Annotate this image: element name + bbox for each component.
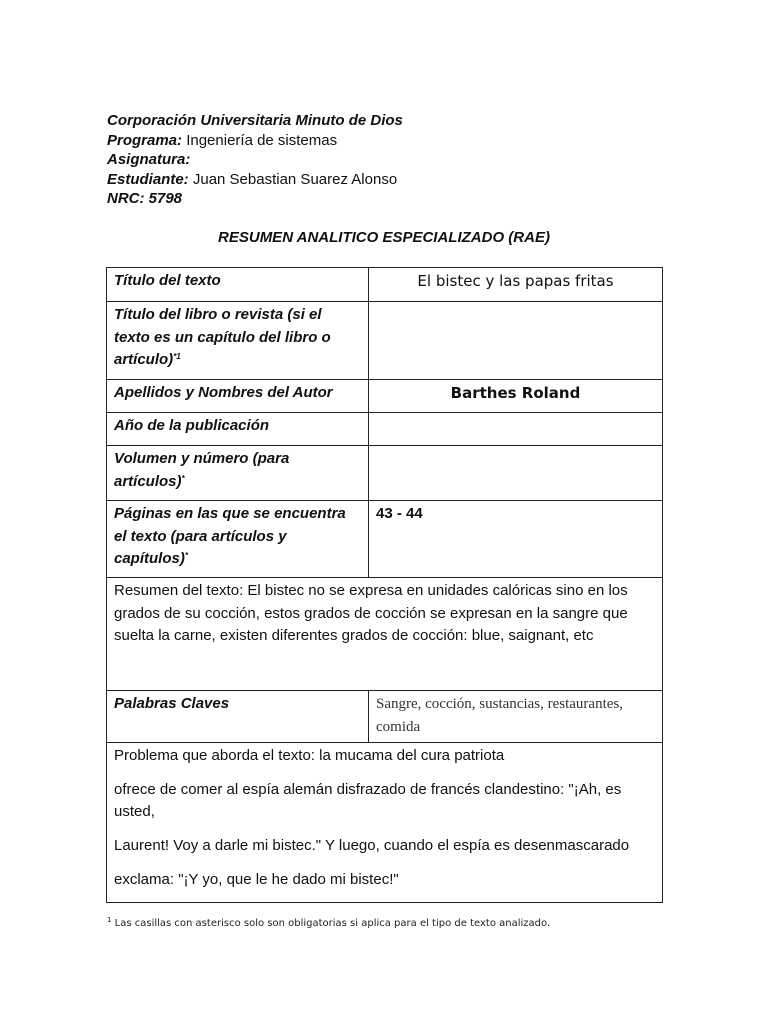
table-row: [107, 578, 663, 691]
table-row: [107, 501, 663, 578]
document-title: RESUMEN ANALITICO ESPECIALIZADO (RAE): [218, 229, 550, 246]
keywords-value: Sangre, cocción, sustancias, restaurantes, comida: [369, 691, 663, 743]
table-row: [107, 268, 663, 302]
summary-value: El bistec no se expresa en unidades calóricas sino en los grados de su cocción, estos grados de cocción se expresan en la sangre que suelta la carne, existen diferentes grados de cocción: blue, saignant, etc: [114, 582, 628, 644]
volume-mark: *: [181, 473, 185, 483]
pages-label-cell: [107, 501, 369, 578]
student-value: Juan Sebastian Suarez Alonso: [188, 170, 398, 188]
table-row: [107, 446, 663, 501]
text-title-value: El bistec y las papas fritas: [369, 268, 663, 302]
book-title-value: [369, 302, 663, 380]
table-row: [107, 743, 663, 903]
footnote-number: 1: [107, 916, 112, 924]
text-title-label: Título del texto: [107, 268, 369, 302]
subject-line: [107, 150, 403, 170]
problem-label: Problema que aborda el texto:: [114, 747, 315, 764]
book-title-mark: *1: [173, 352, 181, 361]
document-header: [107, 111, 403, 209]
footnote-text: Las casillas con asterisco solo son obligatorias si aplica para el tipo de texto analizado.: [111, 918, 551, 929]
year-value: [369, 413, 663, 446]
author-value: Barthes Roland: [369, 380, 663, 413]
pages-label: Páginas en las que se encuentra el texto (para artículos y capítulos): [114, 505, 346, 567]
problem-text-2: ofrece de comer al espía alemán disfrazado de francés clandestino: "¡Ah, es usted,: [114, 781, 622, 820]
problem-paragraph: [114, 745, 655, 767]
table-row: [107, 380, 663, 413]
program-line: [107, 131, 403, 151]
book-title-label: Título del libro o revista (si el texto es un capítulo del libro o artículo): [114, 306, 331, 368]
problem-cell: [107, 743, 663, 903]
institution-name: Corporación Universitaria Minuto de Dios: [107, 112, 403, 129]
volume-label-cell: [107, 446, 369, 501]
problem-text-1: la mucama del cura patriota: [314, 747, 505, 764]
program-value: Ingeniería de sistemas: [182, 131, 338, 149]
book-title-label-cell: [107, 302, 369, 380]
footnote: [107, 916, 550, 929]
year-label: Año de la publicación: [107, 413, 369, 446]
pages-mark: *: [184, 551, 188, 560]
problem-text-4: exclama: "¡Y yo, que le he dado mi bistec!": [114, 871, 399, 888]
nrc-line: NRC: 5798: [107, 190, 183, 207]
table-row: [107, 413, 663, 446]
table-row: [107, 302, 663, 380]
rae-table: [106, 267, 663, 903]
pages-value: 43 - 44: [369, 501, 663, 578]
program-label: Programa:: [107, 131, 183, 149]
summary-label: Resumen del texto:: [114, 582, 244, 599]
volume-label: Volumen y número (para artículos): [114, 450, 290, 490]
student-label: Estudiante:: [107, 170, 189, 188]
volume-value: [369, 446, 663, 501]
author-label: Apellidos y Nombres del Autor: [107, 380, 369, 413]
table-row: [107, 691, 663, 743]
problem-text-3: Laurent! Voy a darle mi bistec." Y luego, cuando el espía es desenmascarado: [114, 837, 630, 854]
subject-label: Asignatura:: [107, 151, 191, 168]
summary-cell: [107, 578, 663, 691]
keywords-label: Palabras Claves: [107, 691, 369, 743]
student-line: [107, 170, 403, 190]
